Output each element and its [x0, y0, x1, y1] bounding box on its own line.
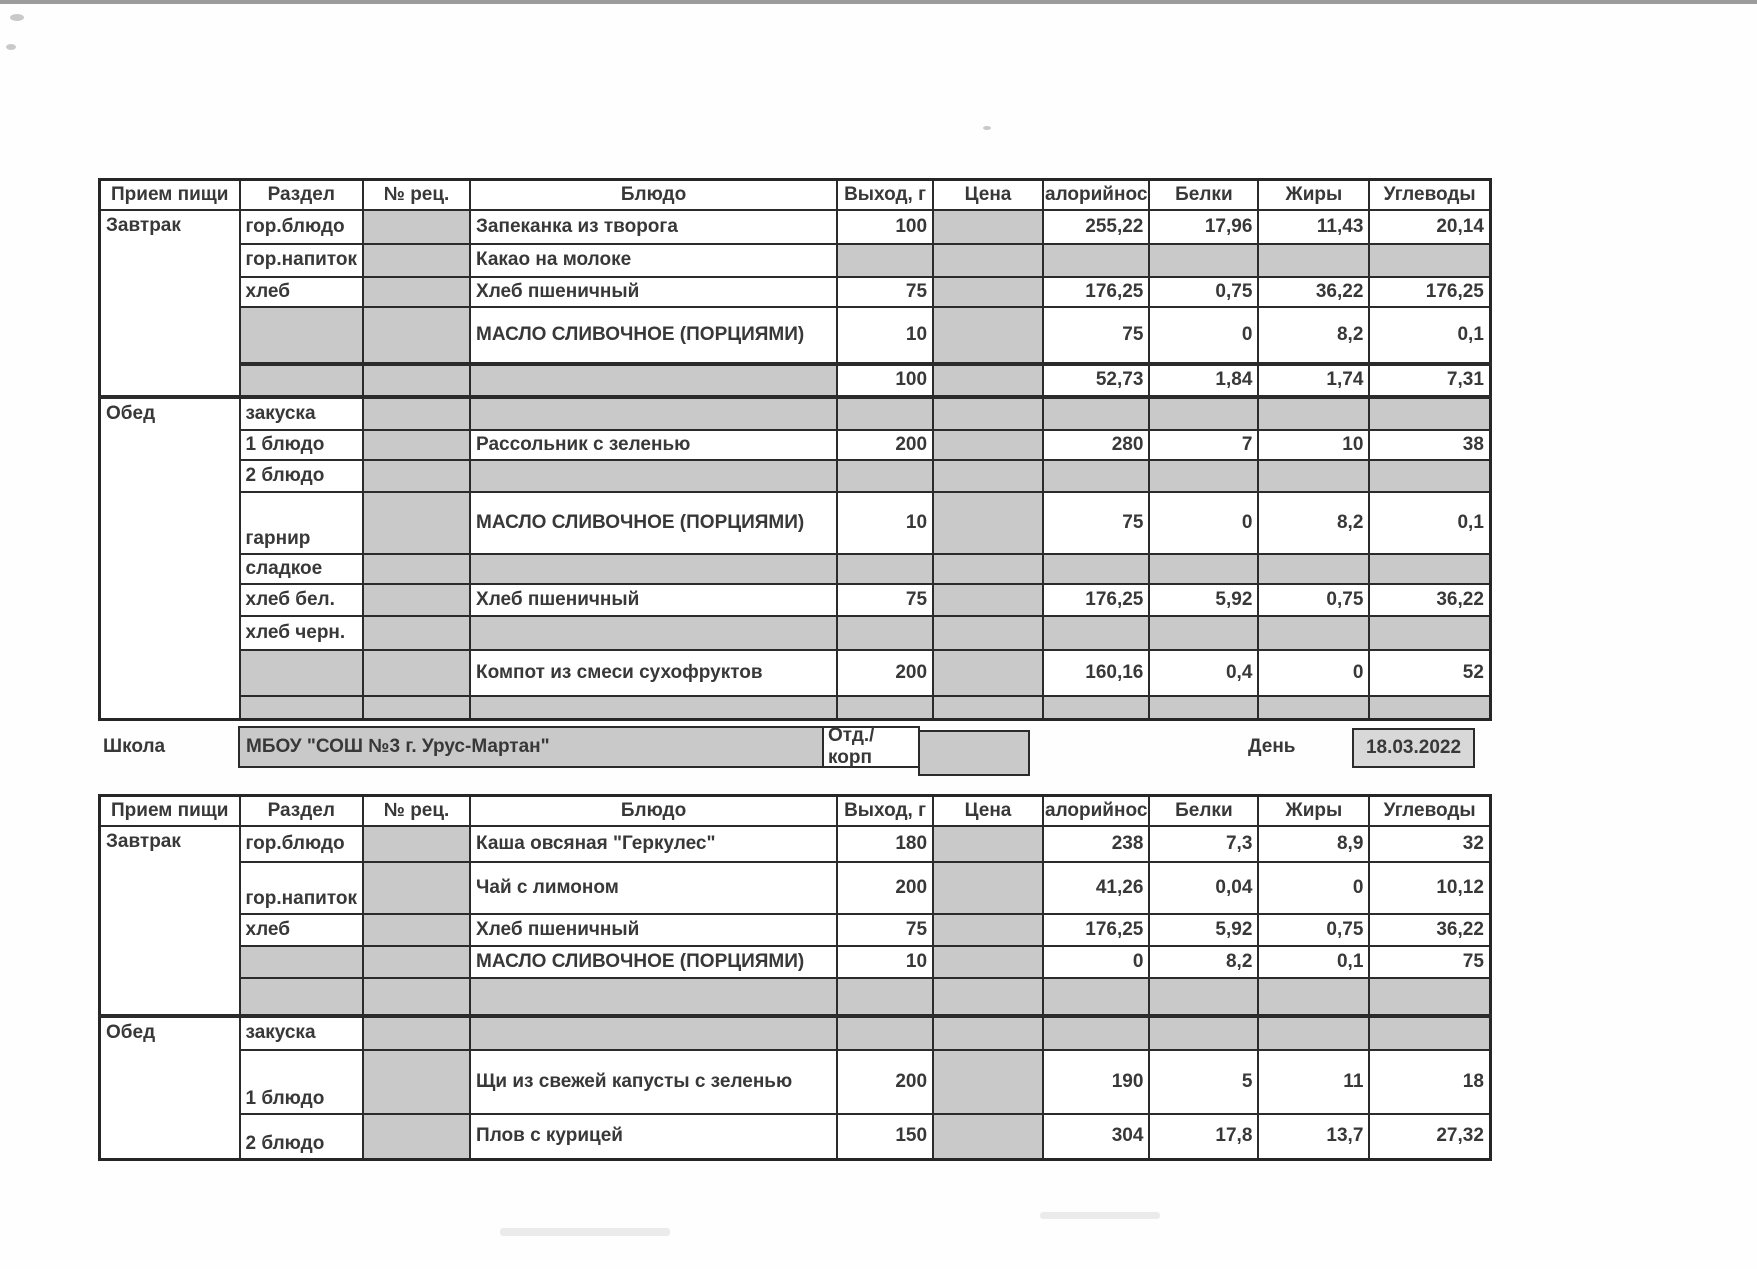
cell-carb: 7,31 [1369, 364, 1490, 397]
cell-carb [1369, 1016, 1490, 1050]
cell-fat [1258, 460, 1369, 492]
column-header: Белки [1149, 796, 1258, 826]
scan-artifact [1040, 1212, 1160, 1219]
column-header: Жиры [1258, 796, 1369, 826]
column-header: Прием пищи [100, 180, 240, 210]
cell-prot: 1,84 [1149, 364, 1258, 397]
cell-fat [1258, 397, 1369, 430]
cell-cal: 190 [1043, 1050, 1149, 1114]
cell-prot [1149, 696, 1258, 720]
cell-prot: 7,3 [1149, 826, 1258, 862]
cell-price [933, 862, 1043, 914]
cell-out: 200 [837, 1050, 933, 1114]
cell-carb: 0,1 [1369, 307, 1490, 364]
cell-dish: Запеканка из творога [470, 210, 837, 244]
cell-section: гор.напиток [240, 862, 364, 914]
cell-carb [1369, 554, 1490, 584]
cell-prot [1149, 397, 1258, 430]
menu-table-1 [98, 178, 1492, 721]
cell-dish: МАСЛО СЛИВОЧНОЕ (ПОРЦИЯМИ) [470, 492, 837, 554]
cell-out [837, 1016, 933, 1050]
cell-out: 180 [837, 826, 933, 862]
cell-cal [1043, 978, 1149, 1016]
cell-rec [363, 862, 470, 914]
cell-cal [1043, 696, 1149, 720]
column-header: Углеводы [1369, 180, 1490, 210]
cell-section [240, 696, 364, 720]
cell-carb: 36,22 [1369, 584, 1490, 616]
column-header: Раздел [240, 796, 364, 826]
cell-price [933, 244, 1043, 277]
cell-cal: 176,25 [1043, 277, 1149, 307]
cell-prot: 0 [1149, 492, 1258, 554]
cell-price [933, 460, 1043, 492]
cell-cal [1043, 554, 1149, 584]
scan-artifact [983, 126, 991, 130]
school-name-cell: МБОУ "СОШ №3 г. Урус-Мартан" [238, 726, 824, 768]
cell-dish: Хлеб пшеничный [470, 914, 837, 946]
cell-out: 200 [837, 430, 933, 460]
cell-prot: 0,75 [1149, 277, 1258, 307]
cell-section: 2 блюдо [240, 1114, 364, 1160]
cell-fat: 13,7 [1258, 1114, 1369, 1160]
cell-carb [1369, 244, 1490, 277]
cell-price [933, 696, 1043, 720]
cell-fat: 0,75 [1258, 584, 1369, 616]
cell-prot [1149, 554, 1258, 584]
cell-section: хлеб черн. [240, 616, 364, 650]
cell-carb [1369, 460, 1490, 492]
cell-out: 200 [837, 862, 933, 914]
column-header: № рец. [363, 796, 470, 826]
cell-section: 1 блюдо [240, 430, 364, 460]
cell-cal: 238 [1043, 826, 1149, 862]
cell-dish: Рассольник с зеленью [470, 430, 837, 460]
cell-price [933, 914, 1043, 946]
cell-price [933, 616, 1043, 650]
day-label: День [1248, 736, 1296, 757]
cell-out [837, 244, 933, 277]
cell-prot: 17,8 [1149, 1114, 1258, 1160]
cell-prot: 0,4 [1149, 650, 1258, 696]
cell-carb: 0,1 [1369, 492, 1490, 554]
cell-fat [1258, 1016, 1369, 1050]
cell-price [933, 554, 1043, 584]
cell-rec [363, 460, 470, 492]
cell-section: закуска [240, 1016, 364, 1050]
cell-out: 75 [837, 584, 933, 616]
meal-cell: Обед [100, 397, 240, 720]
cell-carb: 20,14 [1369, 210, 1490, 244]
cell-cal: 280 [1043, 430, 1149, 460]
cell-out: 10 [837, 946, 933, 978]
column-header: Раздел [240, 180, 364, 210]
cell-prot: 8,2 [1149, 946, 1258, 978]
cell-fat: 8,9 [1258, 826, 1369, 862]
cell-prot: 5,92 [1149, 584, 1258, 616]
cell-fat [1258, 554, 1369, 584]
cell-rec [363, 1114, 470, 1160]
cell-rec [363, 364, 470, 397]
cell-dish: Какао на молоке [470, 244, 837, 277]
column-header: Блюдо [470, 180, 837, 210]
cell-fat: 8,2 [1258, 492, 1369, 554]
cell-fat [1258, 244, 1369, 277]
cell-fat: 0,75 [1258, 914, 1369, 946]
cell-rec [363, 696, 470, 720]
cell-dish [470, 696, 837, 720]
cell-cal [1043, 460, 1149, 492]
cell-dish: Плов с курицей [470, 1114, 837, 1160]
cell-out: 75 [837, 277, 933, 307]
cell-dish: Хлеб пшеничный [470, 277, 837, 307]
column-header: № рец. [363, 180, 470, 210]
cell-carb [1369, 397, 1490, 430]
cell-section: закуска [240, 397, 364, 430]
cell-section: 1 блюдо [240, 1050, 364, 1114]
cell-dish: Хлеб пшеничный [470, 584, 837, 616]
cell-cal: 176,25 [1043, 584, 1149, 616]
date-cell: 18.03.2022 [1352, 728, 1475, 768]
cell-fat [1258, 616, 1369, 650]
school-label: Школа [103, 736, 166, 757]
cell-carb: 27,32 [1369, 1114, 1490, 1160]
cell-section: хлеб бел. [240, 584, 364, 616]
meal-cell: Завтрак [100, 826, 240, 1016]
cell-dish: МАСЛО СЛИВОЧНОЕ (ПОРЦИЯМИ) [470, 307, 837, 364]
cell-carb: 36,22 [1369, 914, 1490, 946]
cell-out: 150 [837, 1114, 933, 1160]
cell-rec [363, 584, 470, 616]
cell-fat: 10 [1258, 430, 1369, 460]
cell-dish [470, 554, 837, 584]
cell-price [933, 650, 1043, 696]
scan-artifact [6, 44, 16, 50]
cell-section: гор.блюдо [240, 826, 364, 862]
cell-price [933, 946, 1043, 978]
cell-rec [363, 946, 470, 978]
cell-rec [363, 1050, 470, 1114]
cell-cal: 0 [1043, 946, 1149, 978]
cell-price [933, 1050, 1043, 1114]
cell-price [933, 397, 1043, 430]
cell-fat: 0 [1258, 862, 1369, 914]
cell-price [933, 277, 1043, 307]
cell-prot: 5,92 [1149, 914, 1258, 946]
cell-cal: 52,73 [1043, 364, 1149, 397]
cell-cal [1043, 1016, 1149, 1050]
cell-out: 10 [837, 307, 933, 364]
cell-carb: 52 [1369, 650, 1490, 696]
cell-price [933, 584, 1043, 616]
column-header: Блюдо [470, 796, 837, 826]
cell-carb [1369, 616, 1490, 650]
cell-price [933, 210, 1043, 244]
cell-carb: 75 [1369, 946, 1490, 978]
cell-cal: 41,26 [1043, 862, 1149, 914]
cell-dish [470, 460, 837, 492]
cell-section: гарнир [240, 492, 364, 554]
cell-dish [470, 978, 837, 1016]
cell-dish: Чай с лимоном [470, 862, 837, 914]
cell-section: хлеб [240, 277, 364, 307]
cell-carb: 10,12 [1369, 862, 1490, 914]
cell-section: гор.напиток [240, 244, 364, 277]
cell-prot: 0 [1149, 307, 1258, 364]
cell-rec [363, 554, 470, 584]
cell-dish: Компот из смеси сухофруктов [470, 650, 837, 696]
column-header: Выход, г [837, 180, 933, 210]
cell-cal: 75 [1043, 492, 1149, 554]
cell-rec [363, 914, 470, 946]
cell-out: 10 [837, 492, 933, 554]
cell-fat: 0 [1258, 650, 1369, 696]
cell-rec [363, 430, 470, 460]
cell-out: 100 [837, 364, 933, 397]
cell-price [933, 826, 1043, 862]
cell-rec [363, 277, 470, 307]
cell-carb: 38 [1369, 430, 1490, 460]
cell-prot: 17,96 [1149, 210, 1258, 244]
cell-cal [1043, 616, 1149, 650]
cell-prot [1149, 978, 1258, 1016]
cell-prot [1149, 244, 1258, 277]
column-header: Выход, г [837, 796, 933, 826]
cell-price [933, 307, 1043, 364]
cell-prot: 5 [1149, 1050, 1258, 1114]
cell-rec [363, 1016, 470, 1050]
cell-fat: 1,74 [1258, 364, 1369, 397]
cell-rec [363, 616, 470, 650]
cell-section: хлеб [240, 914, 364, 946]
cell-fat: 0,1 [1258, 946, 1369, 978]
cell-price [933, 1114, 1043, 1160]
cell-dish [470, 616, 837, 650]
menu-table-2 [98, 794, 1492, 1161]
cell-out [837, 616, 933, 650]
cell-cal: 75 [1043, 307, 1149, 364]
column-header: Прием пищи [100, 796, 240, 826]
cell-cal: 160,16 [1043, 650, 1149, 696]
cell-section [240, 946, 364, 978]
cell-section [240, 650, 364, 696]
cell-fat [1258, 978, 1369, 1016]
cell-cal: 304 [1043, 1114, 1149, 1160]
meal-cell: Обед [100, 1016, 240, 1160]
column-header: Цена [933, 180, 1043, 210]
cell-dish [470, 397, 837, 430]
column-header: Белки [1149, 180, 1258, 210]
cell-out: 100 [837, 210, 933, 244]
cell-section: 2 блюдо [240, 460, 364, 492]
cell-out [837, 397, 933, 430]
cell-fat: 11 [1258, 1050, 1369, 1114]
cell-price [933, 978, 1043, 1016]
cell-rec [363, 978, 470, 1016]
cell-carb: 32 [1369, 826, 1490, 862]
cell-rec [363, 492, 470, 554]
column-header: Цена [933, 796, 1043, 826]
cell-cal [1043, 397, 1149, 430]
cell-section: гор.блюдо [240, 210, 364, 244]
cell-price [933, 1016, 1043, 1050]
cell-cal: 176,25 [1043, 914, 1149, 946]
cell-prot [1149, 1016, 1258, 1050]
cell-dish [470, 1016, 837, 1050]
column-header: алорийнос [1043, 180, 1149, 210]
cell-prot: 7 [1149, 430, 1258, 460]
cell-fat: 11,43 [1258, 210, 1369, 244]
cell-section [240, 364, 364, 397]
cell-out [837, 460, 933, 492]
cell-rec [363, 650, 470, 696]
cell-section [240, 307, 364, 364]
cell-out [837, 554, 933, 584]
cell-rec [363, 826, 470, 862]
cell-out: 200 [837, 650, 933, 696]
cell-prot [1149, 616, 1258, 650]
cell-price [933, 364, 1043, 397]
cell-fat [1258, 696, 1369, 720]
scan-artifact [500, 1228, 670, 1236]
cell-price [933, 492, 1043, 554]
cell-rec [363, 397, 470, 430]
column-header: алорийнос [1043, 796, 1149, 826]
cell-price [933, 430, 1043, 460]
dept-value-cell [918, 730, 1030, 776]
cell-section [240, 978, 364, 1016]
cell-dish: Щи из свежей капусты с зеленью [470, 1050, 837, 1114]
cell-out [837, 978, 933, 1016]
cell-out: 75 [837, 914, 933, 946]
cell-prot [1149, 460, 1258, 492]
scan-edge-artifact [0, 0, 1757, 4]
cell-dish [470, 364, 837, 397]
cell-rec [363, 244, 470, 277]
cell-rec [363, 307, 470, 364]
cell-carb [1369, 978, 1490, 1016]
dept-cell: Отд./корп [822, 726, 920, 768]
cell-out [837, 696, 933, 720]
cell-carb [1369, 696, 1490, 720]
cell-cal [1043, 244, 1149, 277]
cell-fat: 36,22 [1258, 277, 1369, 307]
column-header: Жиры [1258, 180, 1369, 210]
cell-dish: Каша овсяная "Геркулес" [470, 826, 837, 862]
cell-cal: 255,22 [1043, 210, 1149, 244]
cell-dish: МАСЛО СЛИВОЧНОЕ (ПОРЦИЯМИ) [470, 946, 837, 978]
cell-carb: 18 [1369, 1050, 1490, 1114]
cell-rec [363, 210, 470, 244]
cell-fat: 8,2 [1258, 307, 1369, 364]
meal-cell: Завтрак [100, 210, 240, 397]
cell-prot: 0,04 [1149, 862, 1258, 914]
cell-section: сладкое [240, 554, 364, 584]
cell-carb: 176,25 [1369, 277, 1490, 307]
scan-artifact [10, 14, 24, 21]
column-header: Углеводы [1369, 796, 1490, 826]
